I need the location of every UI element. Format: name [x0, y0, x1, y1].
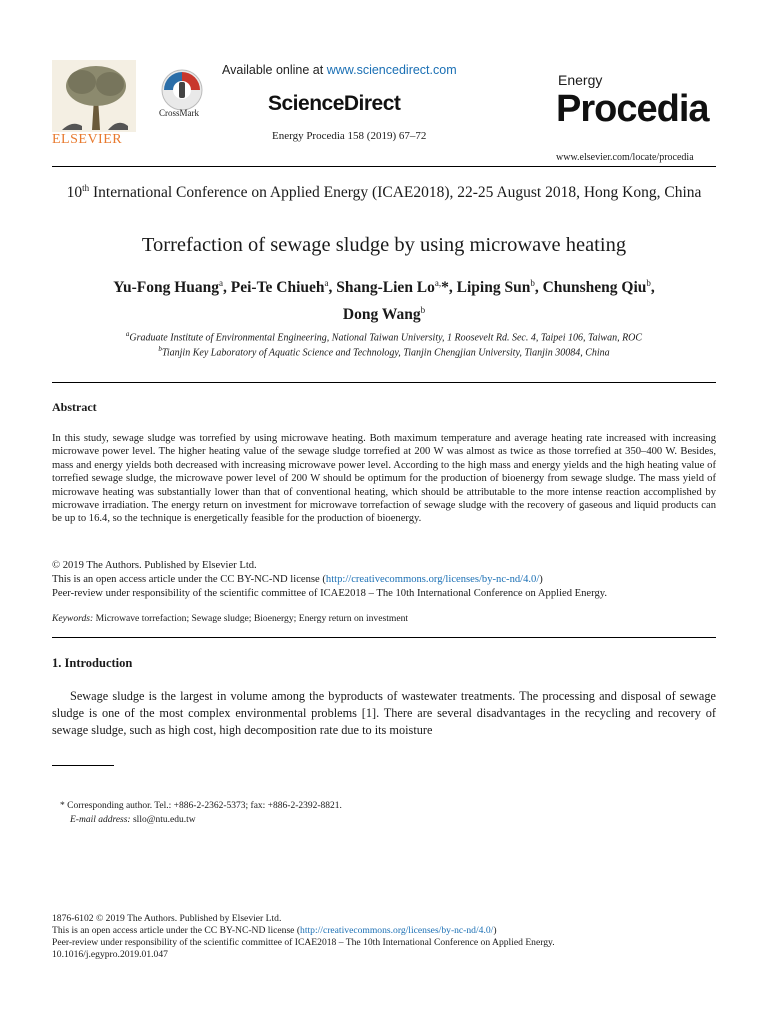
footer-issn: 1876-6102 © 2019 The Authors. Published by Elsevier Ltd.	[52, 913, 282, 924]
author-name: Pei-Te Chiueh	[230, 279, 325, 297]
conference-text: International Conference on Applied Energy (ICAE2018), 22-25 August 2018, Hong Kong, China	[89, 184, 702, 202]
author-list	[52, 272, 716, 326]
license-line	[52, 573, 722, 586]
affiliation-b	[52, 345, 716, 358]
footer-license	[52, 925, 497, 937]
conference-line	[52, 180, 716, 201]
author-name: Chunsheng Qiu	[542, 279, 647, 297]
license-prefix: This is an open access article under the CC BY-NC-ND license (	[52, 574, 326, 585]
author-affil: b	[646, 278, 651, 288]
author-affil: a	[324, 278, 329, 288]
footnote-rule	[52, 765, 114, 766]
abstract-bottom-rule	[52, 637, 716, 638]
journal-url[interactable]: www.elsevier.com/locate/procedia	[556, 152, 694, 163]
author-name: Shang-Lien Lo	[336, 279, 435, 297]
author-name: Dong Wang	[342, 306, 421, 324]
email-line	[70, 815, 196, 825]
elsevier-wordmark: ELSEVIER	[52, 132, 123, 147]
affiliation-mark: b	[158, 345, 162, 353]
author-affil: b	[420, 305, 426, 316]
conference-ordinal: th	[82, 183, 90, 193]
author-sep: ,	[328, 279, 337, 297]
abstract-body: In this study, sewage sludge was torrefied by using microwave heating. Both maximum temperature and average heating rate increased with increasing microwave power level. The higher heating value of the sewage sludge torrefied at 200 W was almost as twice as those torrefied at 350–400 W. Besides, mass and energy yields both decreased with increasing microwave power level. According to the high mass and energy yields and the high heating value of torrefied sewage sludge, the microwave power level of 200 W should be optimum for the production of bioenergy from sewage sludge. The mass yield of microwave heating was substantially lower than that of conventional heating, which should be attributable to the more intense reaction accomplished by microwave irradiation. The energy return on investment for microwave torrefaction of sewage sludge with the recovery of gaseous and liquid products can be up to 16.4, so the technique is energetically feasible for the production of bioenergy.	[52, 433, 716, 525]
available-online	[222, 63, 457, 77]
author-sep: ,	[650, 279, 655, 297]
sciencedirect-link[interactable]: www.sciencedirect.com	[326, 63, 457, 77]
affiliation-text: Graduate Institute of Environmental Engineering, National Taiwan University, 1 Roosevelt Rd. Sec. 4, Taipei 106, Taiwan, ROC	[129, 332, 643, 344]
introduction-heading: 1. Introduction	[52, 656, 133, 670]
author-affil: a,	[434, 278, 442, 288]
license-link[interactable]: http://creativecommons.org/licenses/by-nc-nd/4.0/	[325, 574, 540, 585]
corresponding-author: * Corresponding author. Tel.: +886-2-2362-5373; fax: +886-2-2392-8821.	[60, 801, 342, 811]
introduction-body: Sewage sludge is the largest in volume among the byproducts of wastewater treatments. The processing and disposal of sewage sludge is one of the most complex environmental problems [1]. There are several disadvantages in the recycling and recovery of sewage sludge, such as high cost, high decomposition rate due to its moisture	[52, 689, 716, 737]
journal-name-big: Procedia	[556, 88, 709, 130]
journal-name-small: Energy	[558, 72, 603, 88]
keywords-line	[52, 613, 408, 624]
author-affil: b	[530, 278, 535, 288]
email-address[interactable]: sllo@ntu.edu.tw	[130, 815, 196, 825]
author-name: Yu-Fong Huang	[113, 279, 220, 297]
footer-license-prefix: This is an open access article under the CC BY-NC-ND license (	[52, 925, 301, 936]
footer-license-link[interactable]: http://creativecommons.org/licenses/by-nc-nd/4.0/	[300, 925, 494, 936]
conference-number: 10	[66, 184, 83, 202]
footer-license-suffix: )	[493, 925, 497, 936]
affiliation-text: Tianjin Key Laboratory of Aquatic Science and Technology, Tianjin Chengjian University, Tianjin 30084, China	[161, 347, 610, 359]
peer-review-line: Peer-review under responsibility of the scientific committee of ICAE2018 – The 10th International Conference on Applied Energy.	[52, 588, 608, 599]
header-rule	[52, 166, 716, 167]
available-prefix: Available online at	[222, 63, 327, 77]
keywords-text: Microwave torrefaction; Sewage sludge; Bioenergy; Energy return on investment	[93, 613, 409, 624]
footer-peer-review: Peer-review under responsibility of the scientific committee of ICAE2018 – The 10th International Conference on Applied Energy.	[52, 937, 555, 948]
affiliation-mark: a	[125, 330, 130, 338]
author-sep: ,	[223, 279, 231, 297]
abstract-top-rule	[52, 382, 716, 383]
paper-title: Torrefaction of sewage sludge by using microwave heating	[141, 234, 627, 256]
email-label: E-mail address:	[70, 815, 131, 825]
author-sep: ,	[534, 279, 543, 297]
footer-doi[interactable]: 10.1016/j.egypro.2019.01.047	[52, 949, 168, 960]
affiliation-a	[52, 330, 716, 343]
license-suffix: )	[539, 574, 543, 585]
author-name: Liping Sun	[456, 279, 531, 297]
author-affil: a	[219, 278, 224, 288]
crossmark-label: CrossMark	[159, 108, 199, 118]
journal-reference: Energy Procedia 158 (2019) 67–72	[272, 130, 427, 142]
author-sep: *,	[441, 279, 457, 297]
keywords-label: Keywords:	[52, 613, 94, 624]
sciencedirect-brand: ScienceDirect	[268, 92, 401, 115]
copyright-line: © 2019 The Authors. Published by Elsevier Ltd.	[52, 560, 257, 571]
abstract-heading: Abstract	[52, 400, 97, 414]
